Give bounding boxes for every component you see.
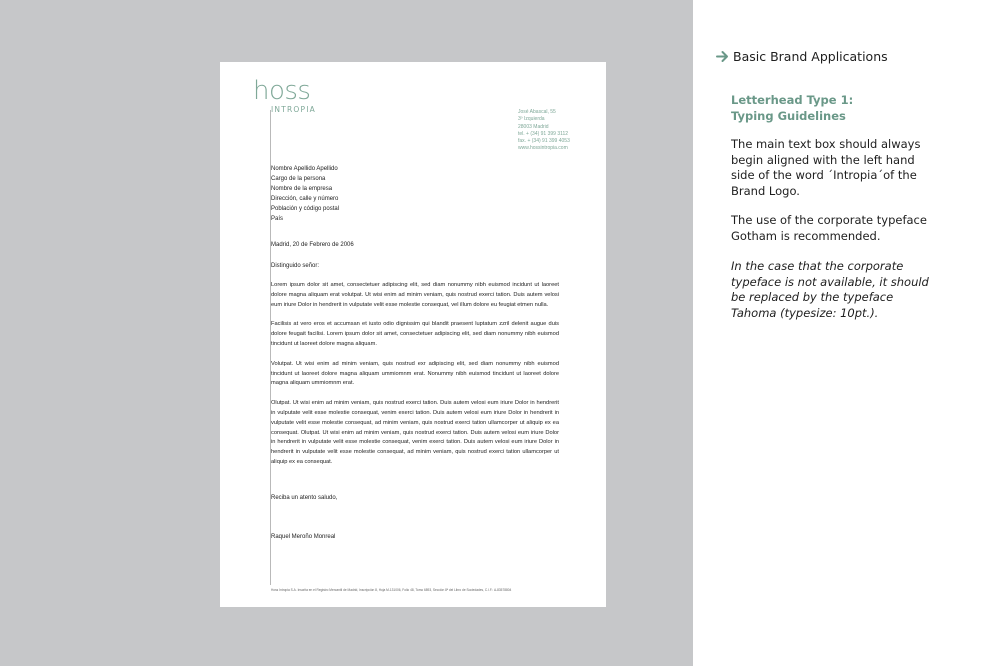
brand-logo-subword: INTROPIA (271, 105, 316, 114)
body-paragraph: Lorem ipsum dolor sit amet, consectetuer adipiscing elit, sed diam nonummy nibh euismod incidunt ut laoreet dolore magna aliquam erat volutpat. Ut wisi enim ad minim veniam, quis nostrud exerci tation. Duis autem velosi eum iriure Dolor in hendrerit in vulputate velit esse molestie consequat, vel illum dolore eu feugiat etmen nulla. (271, 282, 559, 308)
text-line: Tahoma (typesize: 10pt.). (731, 305, 879, 320)
guideline-subheading (731, 92, 961, 124)
text-line: The use of the corporate typeface (731, 213, 927, 227)
typeface-guideline-text (731, 213, 956, 244)
text-line: typeface is not available, it should (731, 274, 929, 289)
text-line: Gotham is recommended. (731, 228, 881, 243)
address-line: www.hossintropia.com (518, 145, 568, 152)
letter-greeting: Distinguido señor: (271, 263, 320, 269)
subheading-line: Typing Guidelines (731, 109, 846, 123)
section-title: Basic Brand Applications (733, 49, 888, 64)
company-address (518, 109, 570, 153)
alignment-guideline-text (731, 137, 956, 199)
letter-body (271, 281, 559, 478)
text-line: be replaced by the typeface (731, 290, 894, 304)
recipient-line: Nombre de la empresa (271, 185, 333, 192)
address-line: José Abascal, 55 (518, 109, 556, 115)
recipient-line: País (271, 215, 284, 222)
text-line: Brand Logo. (731, 183, 800, 198)
recipient-line: Dirección, calle y número (271, 195, 339, 202)
letter-signature: Raquel Meroño Monreal (271, 534, 336, 540)
section-heading (716, 49, 888, 64)
recipient-block (271, 165, 339, 224)
subheading-line: Letterhead Type 1: (731, 93, 854, 107)
address-line: fax. + (34) 91 399 4053 (518, 138, 570, 145)
body-paragraph: Facilisis at vero eros et accumsan et iusto odio dignissim qui blandit praesent luptatum zzril delenit augue duis dolore feugait facilisi. Lorem ipsum dolor sit amet, consectetuer adipiscing elit, sed diam nonummy nibh euismod tincidunt ut laoreet dolore magna aliquam. (271, 321, 559, 347)
letter-footer-legal: Hoss Intropia S.A. Inscrita en el Registro Mercantil de Madrid, Inscripción 8, Hoja M-131006, Folio 48, Tomo 6893, Sección 8ª del Libro de Sociedades, C.I.F.: A-83578804 (271, 588, 512, 592)
text-line: side of the word ´Intropia´of the (731, 168, 917, 182)
body-paragraph: Olutpat. Ut wisi enim ad minim veniam, quis nostrud exerci tation. Duis autem velosi eum iriure Dolor in hendrerit in vulputate velit esse molestie consequat, venim exerci tation. Duis autem velosi eum iriure Dolor in hendrerit in vulputate velit esse molestie consequat, ad minim veniam, quis nostrud exerci tation ullamcorper ut aliquip ex ea consequat. Olutpat. Ut wisi enim ad minim veniam, quis nostrud exerci tation. Duis autem velosi eum iriure Dolor in hendrerit in vulputate velit esse molestie consequat, venim exerci tation. Duis autem velosi eum iriure Dolor in hendrerit in vulputate velit esse molestie consequat, ad minim veniam, quis nostrud exerci tation ullamcorper ut aliquip ex ea consequat. (271, 400, 559, 465)
text-line: In the case that the corporate (731, 259, 904, 273)
recipient-line: Población y código postal (271, 205, 340, 212)
fallback-typeface-text (731, 259, 956, 321)
arrow-right-icon (716, 50, 729, 63)
recipient-line: Cargo de la persona (271, 175, 326, 182)
letterhead-sheet (220, 62, 606, 607)
text-line: The main text box should always (731, 137, 921, 151)
body-paragraph: Volutpat. Ut wisi enim ad minim veniam, quis nostrud exr adipiscing elit, sed diam nonummy nibh euismod tincidunt ut laoreet dolore magna aliquam ummiomnm erat. Nonummy nibh euismod tincidunt ut laoreet dolore magna aliquam ummiomnm erat. (271, 360, 559, 387)
address-line: 3º Izquierda (518, 116, 545, 123)
letter-date: Madrid, 20 de Febrero de 2006 (271, 242, 354, 248)
brand-logo-word: hoss (253, 76, 311, 106)
text-line: begin aligned with the left hand (731, 152, 915, 167)
recipient-line: Nombre Apellido Apellido (271, 166, 338, 172)
letter-closing: Reciba un atento saludo, (271, 495, 338, 501)
address-line: tel. + (34) 91 399 3112 (518, 130, 569, 137)
address-line: 28003 Madrid (518, 123, 549, 130)
